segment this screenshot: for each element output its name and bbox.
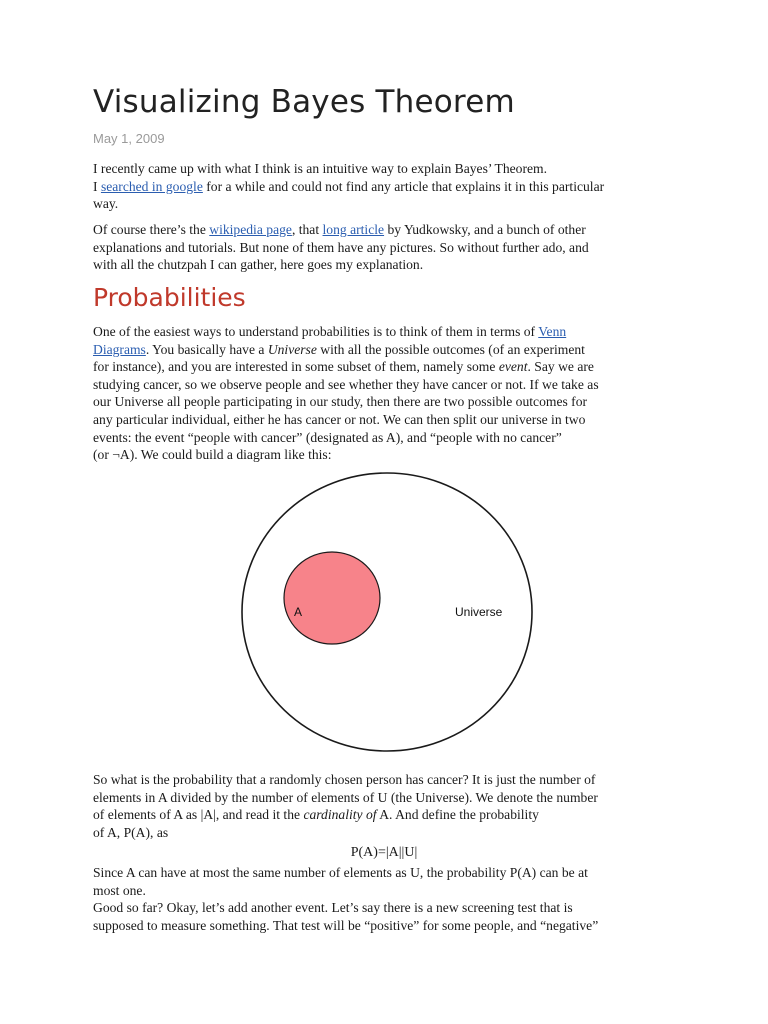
para4-line-4: of A, P(A), as [93,824,169,840]
para3-line-5: our Universe all people participating in our study, then there are two possible outcomes for [93,394,588,410]
searched-in-google-link[interactable]: searched in google [100,178,203,194]
intro-line-3: way. [93,196,119,212]
text-fragment: One of the easiest ways to understand probabilities is to think of them in terms of [93,324,539,339]
para5-line-3: Good so far? Okay, let’s add another event. Let’s say there is a new screening test that is [93,900,573,916]
text-fragment: for a while and could not find any article that explains it in this particular [202,178,605,194]
text-fragment: with all the possible outcomes (of an experiment [316,341,585,357]
explanations-paragraph [93,221,685,274]
para5-line-4: supposed to measure something. That test will be “positive” for some people, and “negative” [93,917,599,933]
emphasis-universe: Universe [267,341,317,357]
para2-line-1 [93,221,685,239]
text-fragment: of elements of A as |A|, and read it the [93,807,304,823]
text-fragment: I [93,178,101,194]
event-a-label: A [294,605,303,619]
probabilities-paragraph [93,323,685,464]
next-event-paragraph [93,864,685,934]
emphasis-event: event [498,359,528,375]
article-title: Visualizing Bayes Theorem [93,84,515,120]
wikipedia-page-link[interactable]: wikipedia page [209,222,292,237]
para3-line-6: any particular individual, either he has cancer or not. We can then split our universe in two [93,411,586,427]
emphasis-cardinality: cardinality of [303,807,377,823]
probability-formula: P(A)=|A||U| [350,845,418,860]
post-date: May 1, 2009 [93,131,165,146]
intro-line-1: I recently came up with what I think is an intuitive way to explain Bayes’ Theorem. [93,161,548,176]
venn-diagram [240,470,540,760]
para3-line-4: studying cancer, so we observe people and see whether they have cancer or not. If we take as [93,376,599,392]
venn-diagrams-link-part2[interactable]: Diagrams [93,341,146,357]
text-fragment: A. And define the probability [376,807,539,823]
text-fragment: Of course there’s the [93,222,210,237]
para3-line-2 [93,341,685,359]
section-heading-probabilities: Probabilities [93,283,246,312]
para4-line-3 [93,806,685,824]
para3-line-7: events: the event “people with cancer” (designated as A), and “people with no cancer” [93,429,562,445]
long-article-link[interactable]: long article [322,222,385,237]
intro-paragraph [93,160,685,213]
venn-diagrams-link-part1[interactable]: Venn [538,324,567,339]
text-fragment: , that [291,222,323,237]
text-fragment: by Yudkowsky, and a bunch of other [384,222,586,237]
intro-line-2 [93,178,685,196]
para5-line-2: most one. [93,882,146,898]
text-fragment: . You basically have a [145,341,268,357]
probability-definition-paragraph [93,771,685,841]
para3-line-8: (or ¬A). We could build a diagram like this: [93,447,332,463]
universe-label: Universe [455,605,503,619]
para3-line-3 [93,358,685,376]
text-fragment: . Say we are [527,359,594,375]
para5-line-1: Since A can have at most the same number of elements as U, the probability P(A) can be at [93,865,588,880]
text-fragment: for instance), and you are interested in some subset of them, namely some [93,359,499,375]
para2-line-3: with all the chutzpah I can gather, here goes my explanation. [93,257,424,273]
para3-line-1 [93,323,685,341]
para4-line-2: elements in A divided by the number of elements of U (the Universe). We denote the number [93,789,598,805]
para2-line-2: explanations and tutorials. But none of them have any pictures. So without further ado, and [93,239,589,255]
para4-line-1: So what is the probability that a randomly chosen person has cancer? It is just the number of [93,772,596,787]
event-a-circle [284,552,380,644]
